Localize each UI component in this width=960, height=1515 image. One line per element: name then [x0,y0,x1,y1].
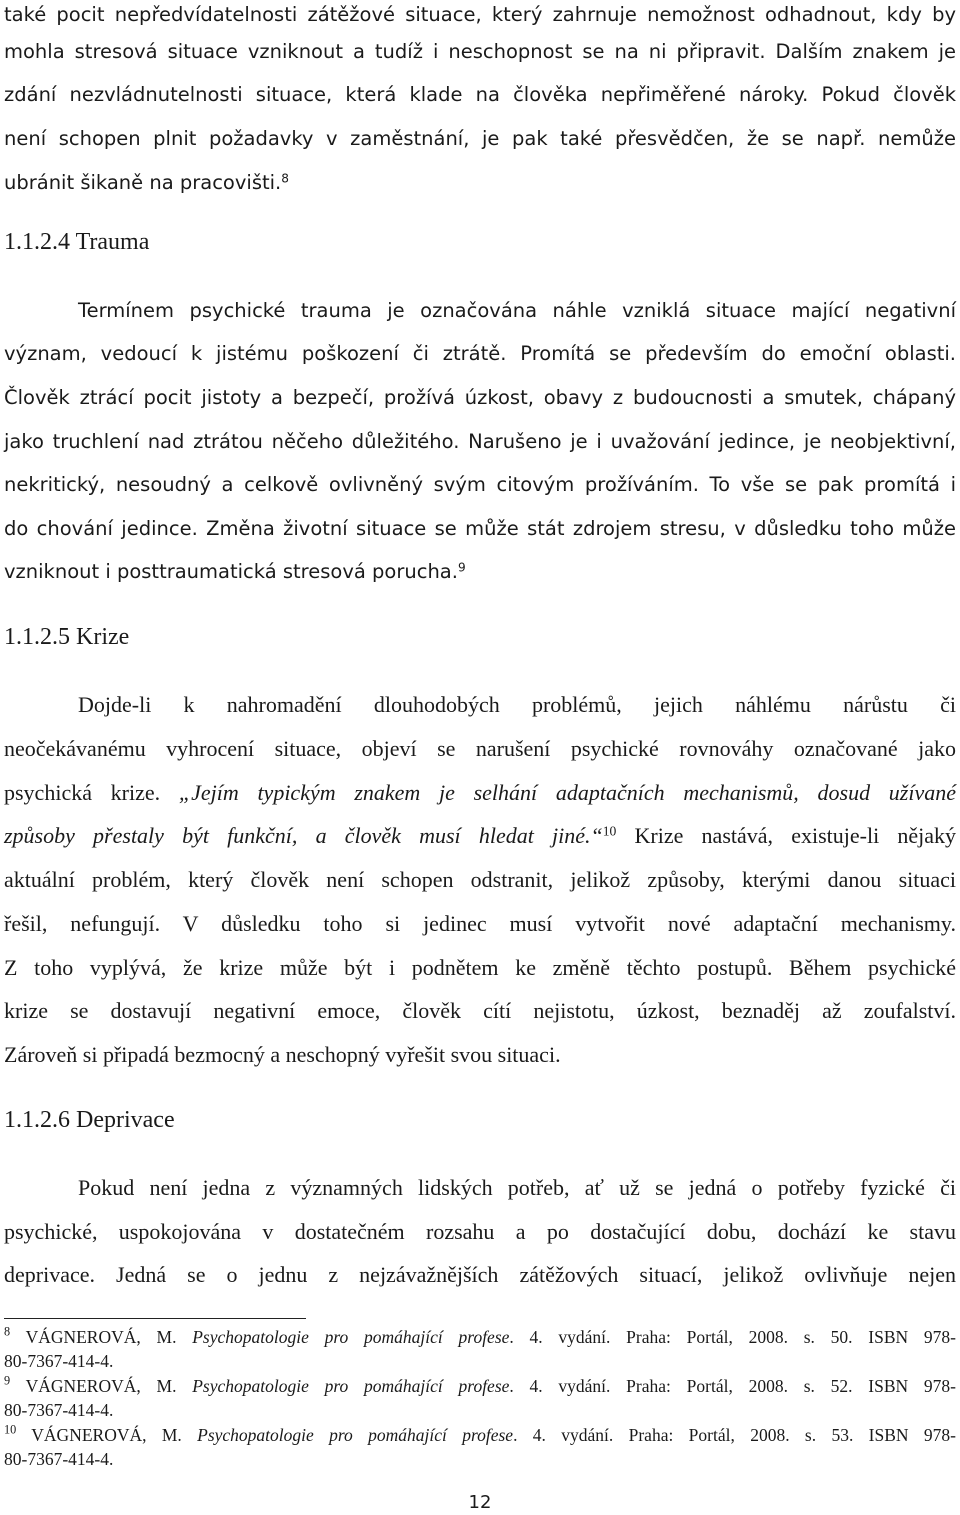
footnote-number: 9 [4,1373,11,1388]
footnote-ref-10[interactable]: 10 [602,823,617,839]
footnote-ref-8[interactable]: 8 [281,171,289,186]
krize-line-7: Z toho vyplývá, že krize může být i podnětem ke změně těchto postupů. Během psychické [4,955,956,980]
krize-line-5: aktuální problém, který člověk není schopen odstranit, jelikož způsoby, kterými danou situaci [4,867,956,892]
footnote-details: . 4. vydání. Praha: Portál, 2008. s. 52. ISBN 978- [509,1376,956,1396]
krize-line-2: neočekávanému vyhrocení situace, objeví se narušení psychické rovnováhy označované jako [4,736,956,761]
krize-line-1: Dojde-li k nahromadění dlouhodobých problémů, jejich náhlému nárůstu či [78,692,956,717]
heading-deprivace: 1.1.2.6 Deprivace [4,1107,175,1133]
footnote-number: 8 [4,1324,11,1339]
deprivace-line-2: psychické, uspokojována v dostatečném rozsahu a po dostačující dobu, dochází ke stavu [4,1219,956,1244]
intro-line-5-text: ubránit šikaně na pracovišti. [4,171,282,194]
footnote-author: VÁGNEROVÁ, M. [10,1327,193,1347]
krize-line-3-text: psychická krize. [4,780,179,805]
krize-line-9: Zároveň si připadá bezmocný a neschopný vyřešit svou situaci. [4,1042,561,1067]
heading-krize: 1.1.2.5 Krize [4,624,130,650]
footnote-author: VÁGNEROVÁ, M. [16,1425,198,1445]
krize-line-4 [4,821,956,851]
trauma-line-5: nekritický, nesoudný a celkově ovlivněný svým citovým prožíváním. To vše se pak promítá i [4,473,956,496]
footnote-10-continuation: 80-7367-414-4. [4,1449,114,1469]
krize-line-6: řešil, nefungují. V důsledku toho si jedinec musí vytvořit nové adaptační mechanismy. [4,911,956,936]
trauma-line-3: Člověk ztrácí pocit jistoty a bezpečí, prožívá úzkost, obavy z budoucnosti a smutek, chápaný [4,386,956,409]
krize-quote-part-1: „Jejím typickým znakem je selhání adaptačních mechanismů, dosud užívané [178,780,956,805]
intro-line-2: mohla stresová situace vzniknout a tudíž i neschopnost se na ni připravit. Dalším znakem je [4,40,956,63]
footnote-9 [4,1375,956,1397]
trauma-line-4: jako truchlení nad ztrátou něčeho důležitého. Narušeno je i uvažování jedince, je neobjektivní, [4,430,956,453]
trauma-line-7 [4,557,956,587]
footnote-details: . 4. vydání. Praha: Portál, 2008. s. 53. ISBN 978- [513,1425,956,1445]
deprivace-line-3: deprivace. Jedná se o jednu z nejzávažnějších zátěžových situací, jelikož ovlivňuje nejen [4,1262,956,1287]
footnote-8 [4,1326,956,1348]
intro-line-1: také pocit nepředvídatelnosti zátěžové situace, který zahrnuje nemožnost odhadnout, kdy by [4,3,956,26]
intro-line-5 [4,168,956,198]
footnote-title: Psychopatologie pro pomáhající profese [192,1376,510,1396]
intro-line-4: není schopen plnit požadavky v zaměstnání, je pak také přesvědčen, že se např. nemůže [4,127,956,150]
krize-line-3 [4,778,956,808]
footnote-number: 10 [4,1422,17,1437]
page-number: 12 [468,1492,492,1513]
deprivace-line-1: Pokud není jedna z významných lidských potřeb, ať už se jedná o potřeby fyzické či [78,1175,956,1200]
footnote-title: Psychopatologie pro pomáhající profese [197,1425,514,1445]
trauma-line-2: význam, vedoucí k jistému poškození či ztrátě. Promítá se především do emoční oblasti. [4,342,956,365]
footnote-title: Psychopatologie pro pomáhající profese [192,1327,510,1347]
footnote-author: VÁGNEROVÁ, M. [10,1376,193,1396]
footnote-9-continuation: 80-7367-414-4. [4,1400,114,1420]
footnote-ref-9[interactable]: 9 [457,560,466,575]
heading-trauma: 1.1.2.4 Trauma [4,229,150,255]
trauma-line-1: Termínem psychické trauma je označována náhle vzniklá situace mající negativní [78,299,956,322]
krize-quote-part-2: způsoby přestaly být funkční, a člověk musí hledat jiné.“ [4,823,603,848]
krize-line-4-text: Krize nastává, existuje-li nějaký [616,823,956,848]
footnote-separator [4,1318,306,1319]
krize-line-8: krize se dostavují negativní emoce, člověk cítí nejistotu, úzkost, beznaděj až zoufalství. [4,998,956,1023]
footnote-8-continuation: 80-7367-414-4. [4,1351,114,1371]
footnote-details: . 4. vydání. Praha: Portál, 2008. s. 50. ISBN 978- [509,1327,956,1347]
trauma-line-7-text: vzniknout i posttraumatická stresová porucha. [4,560,458,583]
trauma-line-6: do chování jedince. Změna životní situace se může stát zdrojem stresu, v důsledku toho může [4,517,956,540]
footnote-10 [4,1424,956,1446]
intro-line-3: zdání nezvládnutelnosti situace, která klade na člověka nepřiměřené nároky. Pokud člověk [4,83,956,106]
